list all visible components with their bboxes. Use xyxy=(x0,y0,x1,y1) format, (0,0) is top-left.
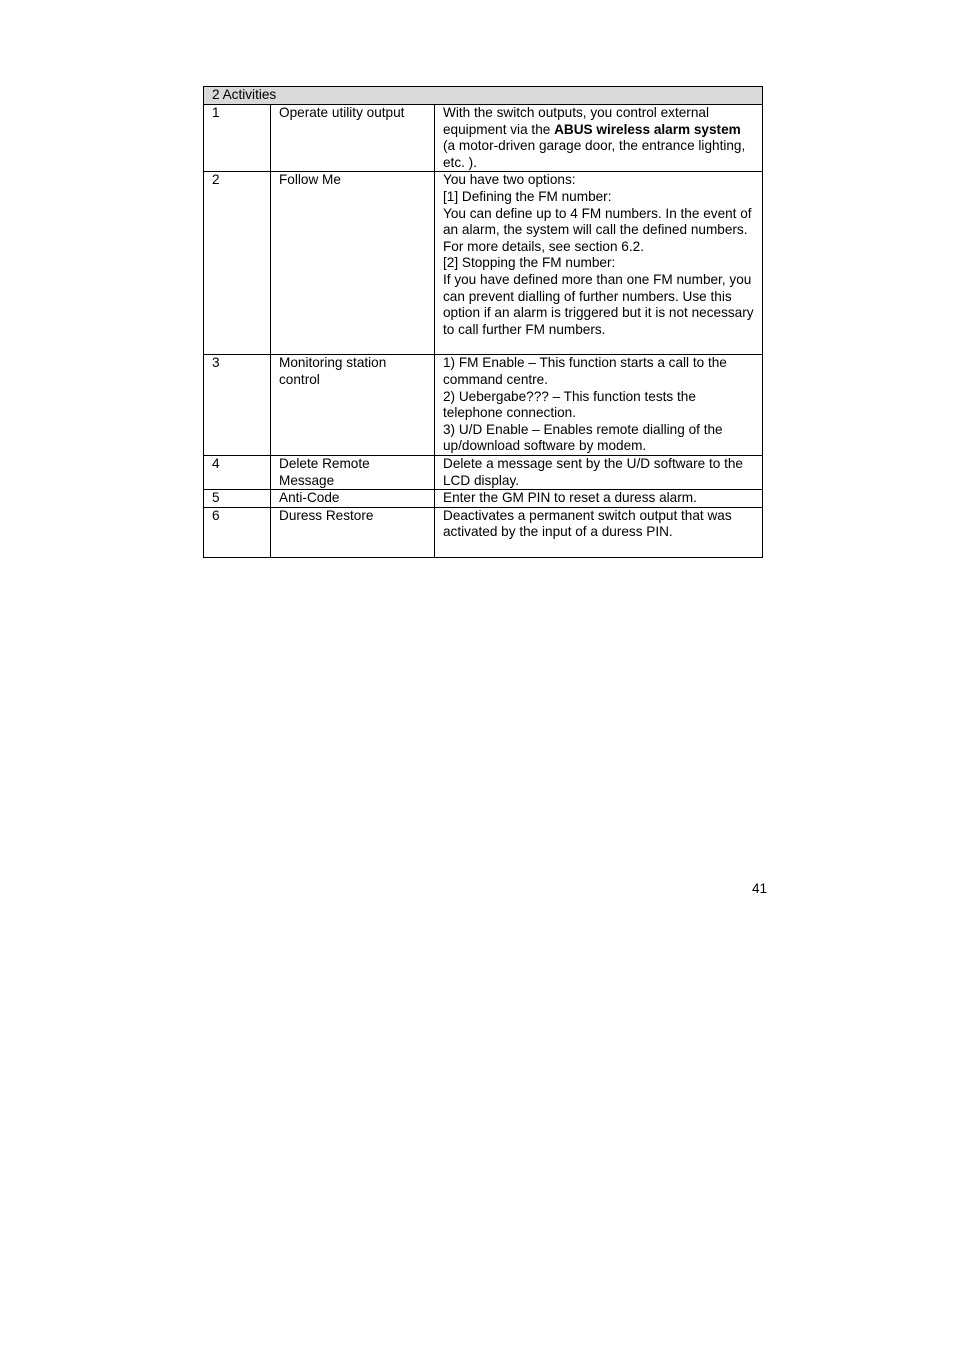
row-number: 4 xyxy=(204,455,271,489)
activity-name: Anti-Code xyxy=(271,490,435,508)
table-row xyxy=(204,507,763,557)
activity-name: Delete Remote Message xyxy=(271,455,435,489)
row-number: 2 xyxy=(204,172,271,355)
activity-name: Duress Restore xyxy=(271,507,435,557)
activity-description: You have two options: [1] Defining the FM number: You can define up to 4 FM numbers. In the event of an alarm, the system will call the defined numbers. For more details, see section 6.2. [2] Stopping the FM number: If you have defined more than one FM number, you can prevent dialling of further numbers. Use this option if an alarm is triggered but it is not necessary to call further FM numbers. xyxy=(435,172,763,355)
row-number: 1 xyxy=(204,105,271,172)
row-number: 3 xyxy=(204,355,271,456)
activity-name: Monitoring station control xyxy=(271,355,435,456)
table-header-row xyxy=(204,87,763,105)
activity-description xyxy=(435,105,763,172)
activity-description: Enter the GM PIN to reset a duress alarm. xyxy=(435,490,763,508)
description-bold-text: ABUS wireless alarm system xyxy=(554,121,741,137)
page-number: 41 xyxy=(752,881,768,896)
table-row xyxy=(204,490,763,508)
table-row xyxy=(204,105,763,172)
table-row xyxy=(204,455,763,489)
row-number: 5 xyxy=(204,490,271,508)
table-row xyxy=(204,355,763,456)
row-number: 6 xyxy=(204,507,271,557)
description-text: (a motor-driven garage door, the entrance lighting, etc. ). xyxy=(443,138,746,170)
activity-name: Operate utility output xyxy=(271,105,435,172)
table-row xyxy=(204,172,763,355)
activity-description: Delete a message sent by the U/D software to the LCD display. xyxy=(435,455,763,489)
activity-description: 1) FM Enable – This function starts a call to the command centre. 2) Uebergabe??? – This function tests the telephone connection. 3) U/D Enable – Enables remote dialling of the up/download software by modem. xyxy=(435,355,763,456)
activity-description: Deactivates a permanent switch output that was activated by the input of a duress PIN. xyxy=(435,507,763,557)
activity-name: Follow Me xyxy=(271,172,435,355)
description-text: With the switch outputs, you control external equipment via the xyxy=(443,105,709,137)
activities-table xyxy=(203,86,763,558)
table-header-cell: 2 Activities xyxy=(204,87,763,105)
